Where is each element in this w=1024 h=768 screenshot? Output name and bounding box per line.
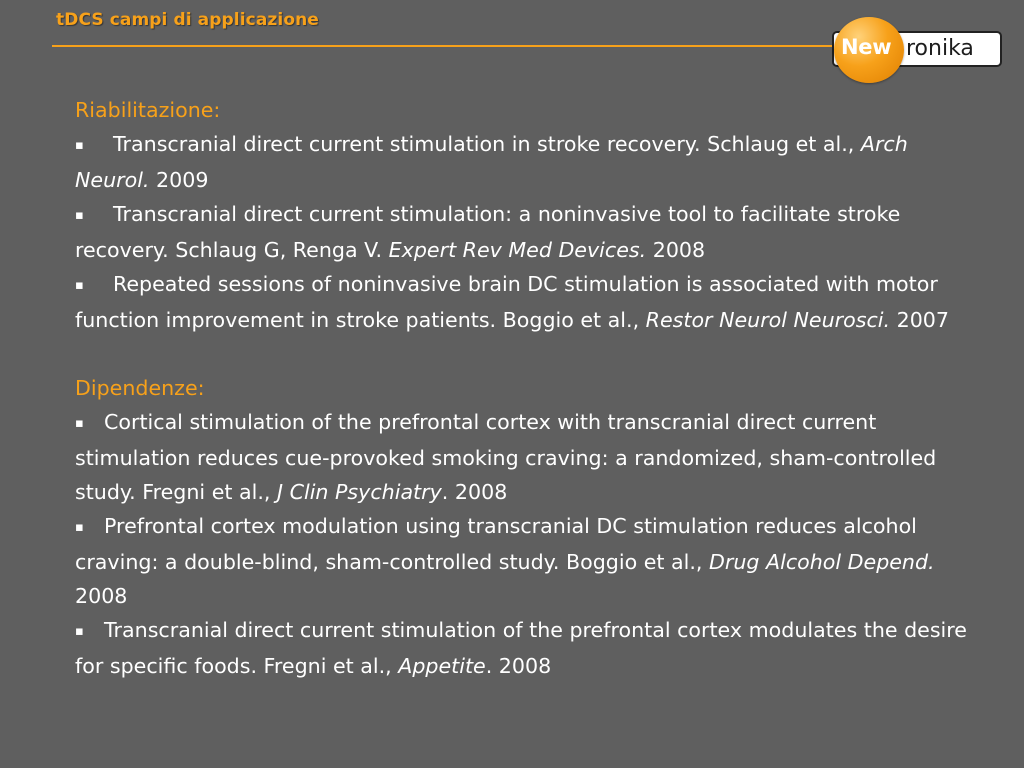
reference-year: . 2008 <box>485 654 552 678</box>
bullet-icon: ▪ <box>75 208 84 223</box>
reference-item <box>75 127 980 197</box>
section-dipendenze <box>75 371 980 683</box>
bullet-icon: ▪ <box>75 278 84 293</box>
section-spacer <box>75 337 980 371</box>
bullet-icon: ▪ <box>75 416 84 431</box>
reference-text: Prefrontal cortex modulation using transcranial DC stimulation reduces alcohol craving: a double-blind, sham-controlled study. Boggio et al., <box>75 514 917 574</box>
reference-text: Cortical stimulation of the prefrontal cortex with transcranial direct current stimulation reduces cue-provoked smoking craving: a randomized, sham-controlled study. Fregni et al., <box>75 410 937 504</box>
reference-year: 2009 <box>149 168 209 192</box>
logo-text-ronika: ronika <box>906 36 974 61</box>
logo-text-new: New <box>841 35 892 59</box>
journal-name: Appetite <box>398 654 486 678</box>
reference-item <box>75 197 980 267</box>
reference-item <box>75 509 980 613</box>
reference-year: 2008 <box>646 238 706 262</box>
reference-text: Transcranial direct current stimulation in stroke recovery. Schlaug et al., <box>113 132 861 156</box>
bullet-icon: ▪ <box>75 520 84 535</box>
bullet-icon: ▪ <box>75 624 84 639</box>
reference-text: Transcranial direct current stimulation of the prefrontal cortex modulates the desire for specific foods. Fregni et al., <box>75 618 967 678</box>
bullet-icon: ▪ <box>75 138 84 153</box>
journal-name: J Clin Psychiatry <box>276 480 442 504</box>
reference-year: . 2008 <box>441 480 508 504</box>
section-riabilitazione <box>75 93 980 337</box>
title-divider <box>52 45 838 47</box>
section-heading: Riabilitazione: <box>75 98 221 122</box>
reference-year: 2007 <box>890 308 950 332</box>
reference-year: 2008 <box>75 584 128 608</box>
journal-name: Drug Alcohol Depend. <box>709 550 935 574</box>
reference-item <box>75 613 980 683</box>
journal-name: Arch Neurol. <box>75 132 908 192</box>
reference-item <box>75 405 980 509</box>
reference-text: Repeated sessions of noninvasive brain DC stimulation is associated with motor function improvement in stroke patients. Boggio et al., <box>75 272 938 332</box>
journal-name: Restor Neurol Neurosci. <box>645 308 891 332</box>
slide-content <box>75 93 980 683</box>
journal-name: Expert Rev Med Devices. <box>388 238 647 262</box>
slide-title: tDCS campi di applicazione <box>56 10 319 30</box>
reference-item <box>75 267 980 337</box>
section-heading: Dipendenze: <box>75 376 205 400</box>
reference-text: Transcranial direct current stimulation: a noninvasive tool to facilitate stroke recovery. Schlaug G, Renga V. <box>75 202 901 262</box>
newronika-logo <box>832 17 1004 83</box>
